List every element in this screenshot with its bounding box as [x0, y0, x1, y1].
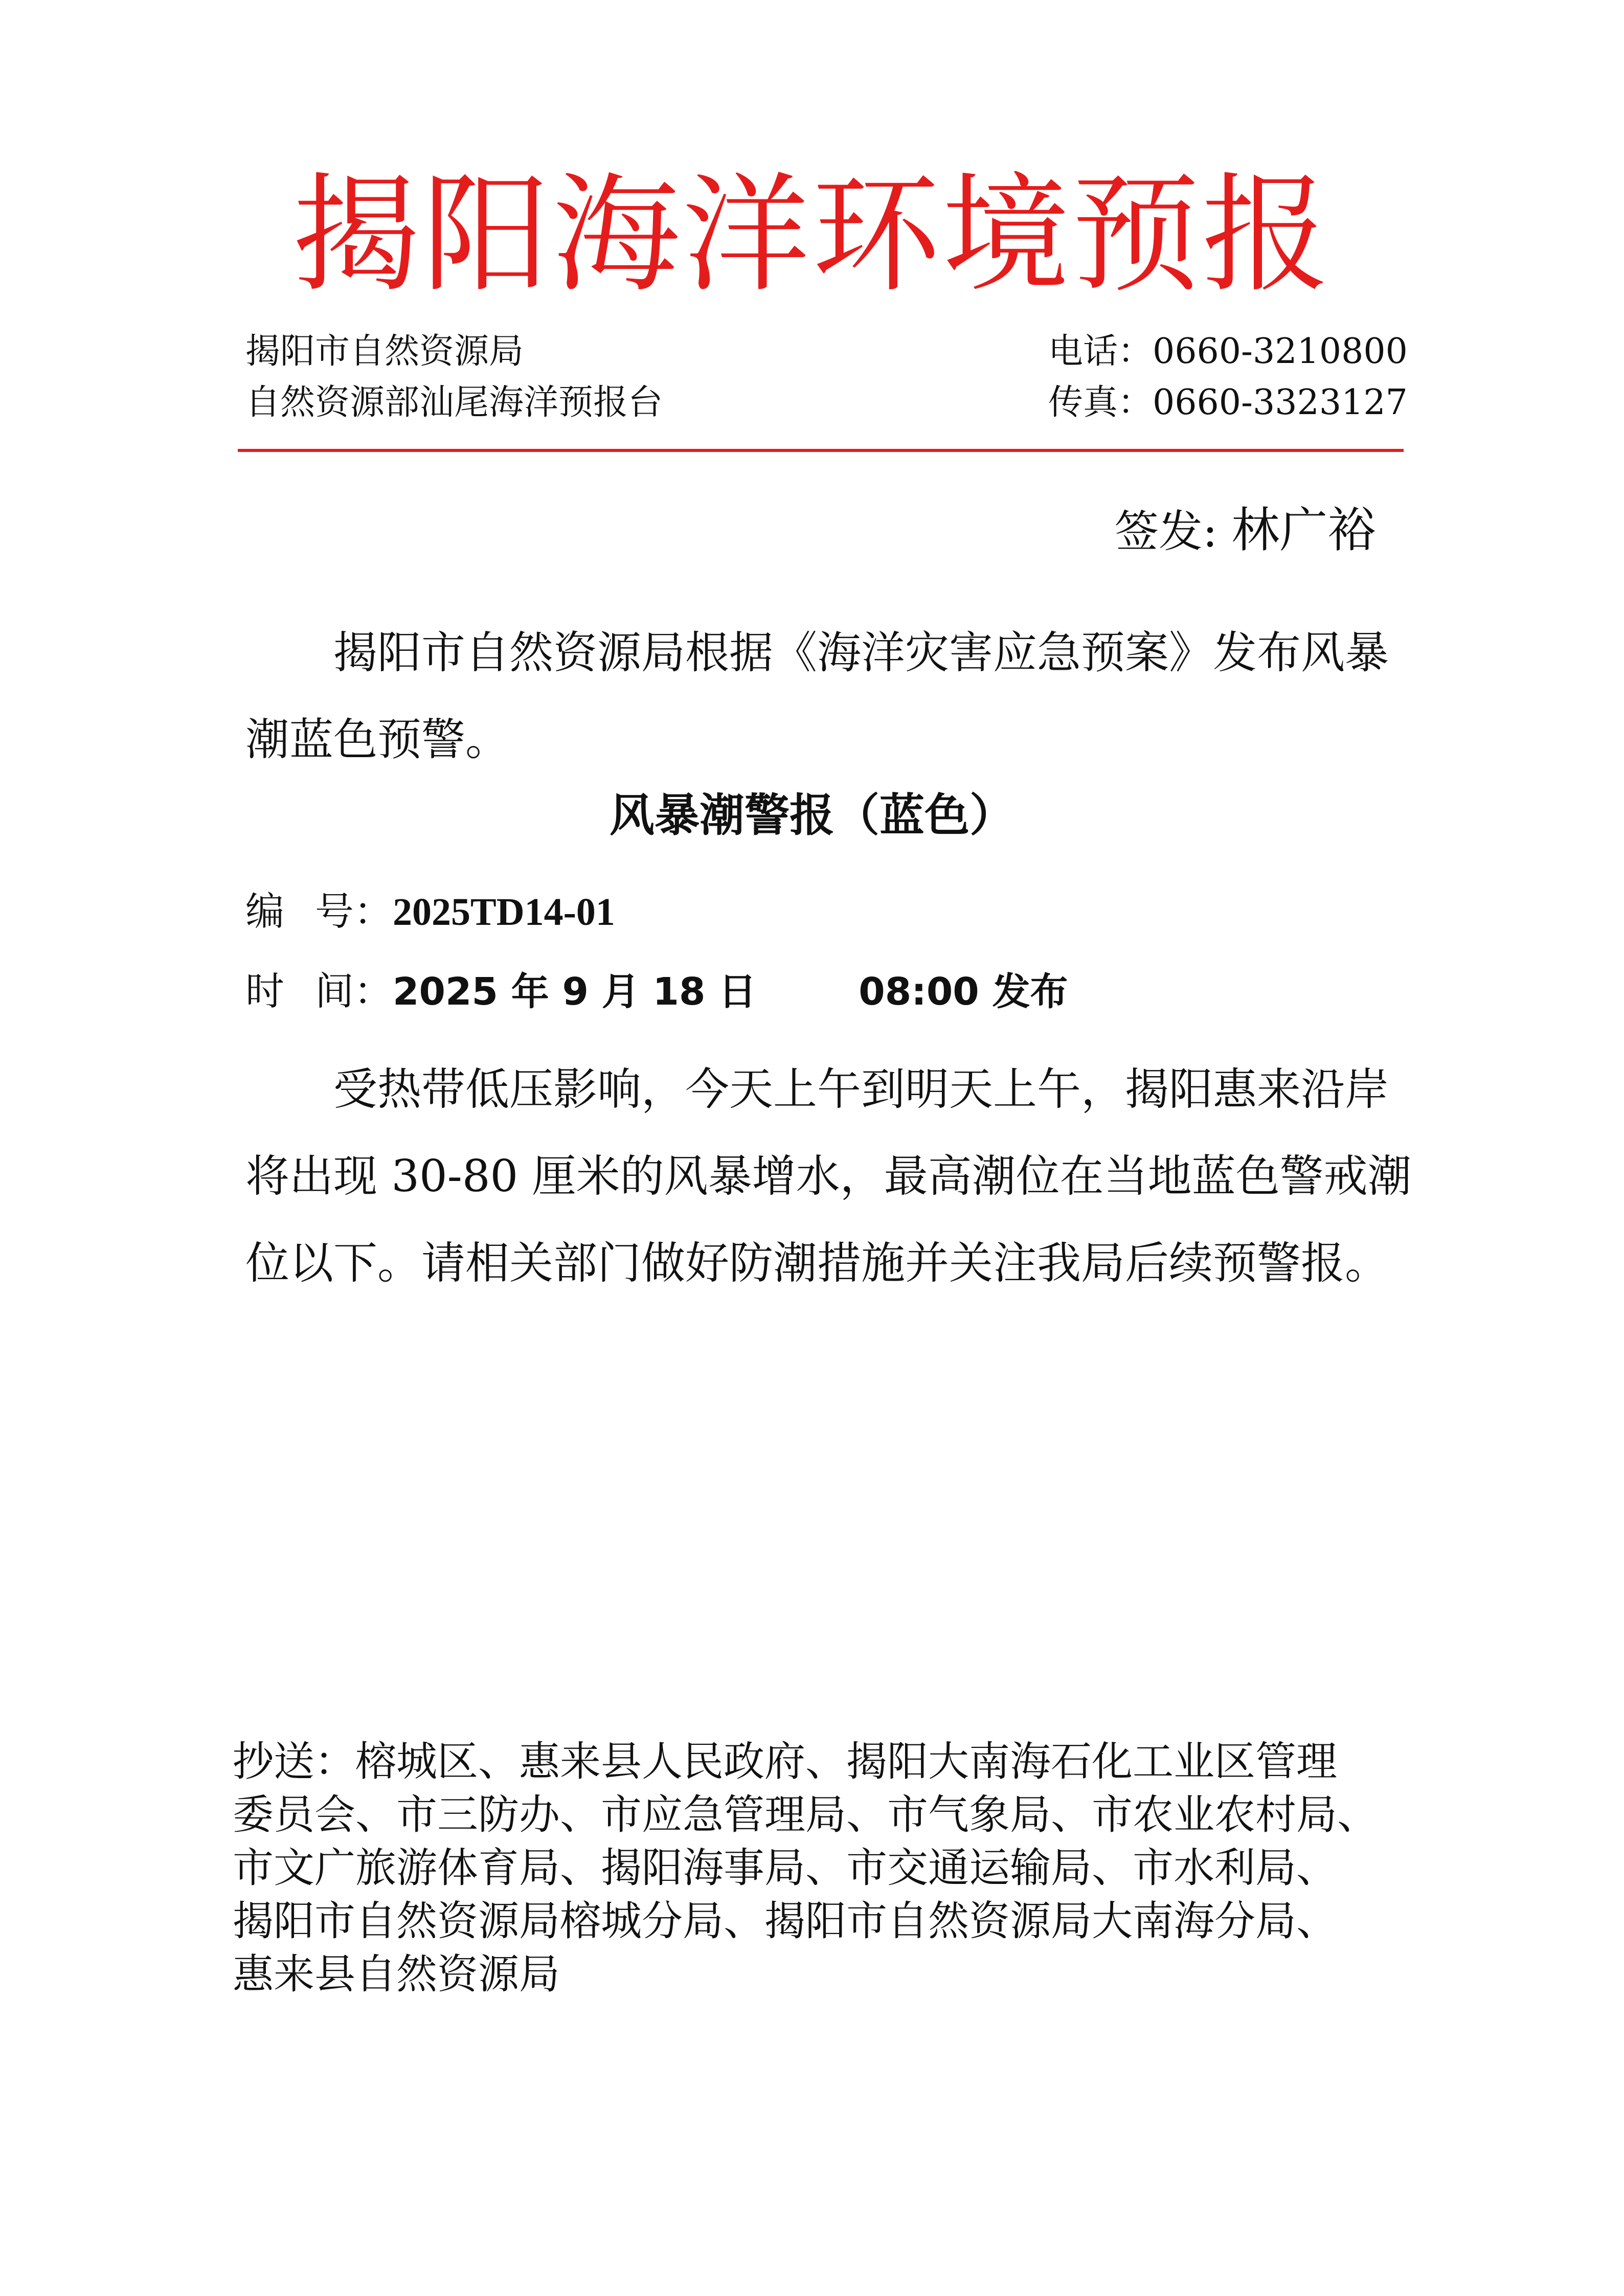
alert-time-row — [245, 963, 1068, 1020]
alert-number-label: 编 号： — [245, 889, 393, 934]
contact-block — [1048, 326, 1408, 428]
header-divider — [238, 449, 1404, 452]
alert-number: 2025TD14-01 — [393, 891, 615, 934]
signer-line — [1115, 500, 1375, 562]
alert-time-label: 时 间： — [245, 968, 393, 1014]
alert-body: 受热带低压影响，今天上午到明天上午，揭阳惠来沿岸将出现 30-80 厘米的风暴增水，最高潮位在当地蓝色警戒潮位以下。请相关部门做好防潮措施并关注我局后续预警报。 — [245, 1064, 1412, 1289]
alert-date: 2025 年 9 月 18 日 — [393, 970, 757, 1014]
distribution-line: 市文广旅游体育局、揭阳海事局、市交通运输局、市水利局、 — [233, 1844, 1337, 1892]
distribution-label: 抄送： — [233, 1738, 355, 1785]
distribution-line: 抄送：榕城区、惠来县人民政府、揭阳大南海石化工业区管理 — [233, 1738, 1337, 1785]
phone-number: 电话：0660-3210800 — [1048, 331, 1408, 372]
distribution-list — [233, 1735, 1439, 2001]
distribution-line: 惠来县自然资源局 — [233, 1950, 560, 1998]
signer-name: 林广裕 — [1231, 503, 1376, 558]
distribution-line: 揭阳市自然资源局榕城分局、揭阳市自然资源局大南海分局、 — [233, 1897, 1337, 1945]
issuer-org-2: 自然资源部汕尾海洋预报台 — [245, 382, 663, 423]
alert-title: 风暴潮警报（蓝色） — [609, 789, 1014, 842]
distribution-line: 委员会、市三防办、市应急管理局、市气象局、市农业农村局、 — [233, 1791, 1378, 1838]
signer-label: 签发: — [1115, 506, 1217, 557]
fax-number: 传真：0660-3323127 — [1048, 382, 1408, 423]
issuer-block — [245, 326, 663, 428]
page-title: 揭阳海洋环境预报 — [292, 161, 1332, 309]
issuer-org-1: 揭阳市自然资源局 — [245, 331, 524, 372]
alert-release-time: 08:00 发布 — [859, 970, 1068, 1014]
intro-paragraph: 揭阳市自然资源局根据《海洋灾害应急预案》发布风暴潮蓝色预警。 — [245, 627, 1389, 765]
alert-number-row — [245, 883, 615, 940]
